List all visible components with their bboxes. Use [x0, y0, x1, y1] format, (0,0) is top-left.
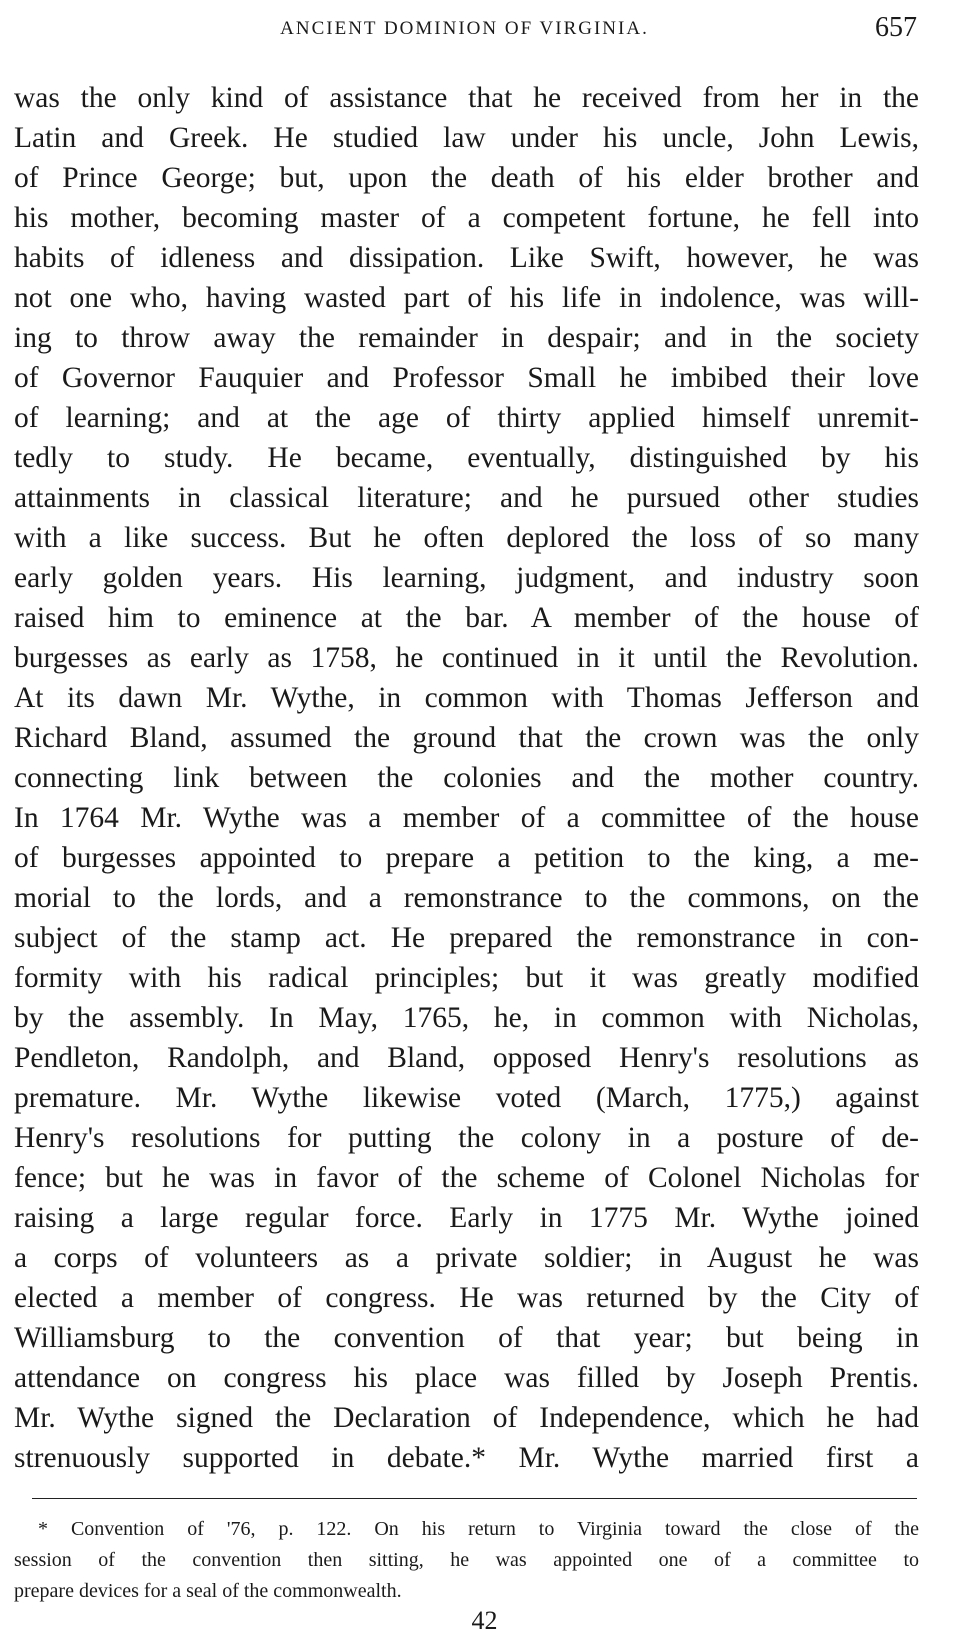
text-line: Mr. Wythe signed the Declaration of Independence, which he had	[14, 1402, 919, 1434]
text-line: raised him to eminence at the bar. A member of the house of	[14, 602, 919, 634]
text-line: a corps of volunteers as a private soldier; in August he was	[14, 1242, 919, 1274]
text-line: In 1764 Mr. Wythe was a member of a committee of the house	[14, 802, 919, 834]
text-line: attendance on congress his place was filled by Joseph Prentis.	[14, 1362, 919, 1394]
running-head	[12, 12, 917, 48]
footnote-rule	[32, 1498, 917, 1499]
text-line: with a like success. But he often deplored the loss of so many	[14, 522, 919, 554]
text-line: strenuously supported in debate.* Mr. Wythe married first a	[14, 1442, 919, 1474]
page-number: 657	[875, 12, 917, 43]
text-line: Richard Bland, assumed the ground that the crown was the only	[14, 722, 919, 754]
text-line: At its dawn Mr. Wythe, in common with Thomas Jefferson and	[14, 682, 919, 714]
text-line: connecting link between the colonies and the mother country.	[14, 762, 919, 794]
text-line: formity with his radical principles; but it was greatly modified	[14, 962, 919, 994]
text-line: raising a large regular force. Early in 1775 Mr. Wythe joined	[14, 1202, 919, 1234]
text-line: elected a member of congress. He was returned by the City of	[14, 1282, 919, 1314]
text-line: his mother, becoming master of a competent fortune, he fell into	[14, 202, 919, 234]
text-line: ing to throw away the remainder in despair; and in the society	[14, 322, 919, 354]
text-line: Williamsburg to the convention of that year; but being in	[14, 1322, 919, 1354]
text-line: of Prince George; but, upon the death of his elder brother and	[14, 162, 919, 194]
text-line: subject of the stamp act. He prepared the remonstrance in con-	[14, 922, 919, 954]
text-line: of learning; and at the age of thirty applied himself unremit-	[14, 402, 919, 434]
body-text	[14, 78, 919, 1478]
footnote-line: session of the convention then sitting, he was appointed one of a committee to	[14, 1549, 919, 1571]
text-line: morial to the lords, and a remonstrance to the commons, on the	[14, 882, 919, 914]
footnote	[14, 1514, 919, 1607]
text-line: Pendleton, Randolph, and Bland, opposed Henry's resolutions as	[14, 1042, 919, 1074]
footnote-line: prepare devices for a seal of the commonwealth.	[14, 1580, 402, 1602]
text-line: was the only kind of assistance that he received from her in the	[14, 82, 919, 114]
text-line: tedly to study. He became, eventually, distinguished by his	[14, 442, 919, 474]
text-line: fence; but he was in favor of the scheme of Colonel Nicholas for	[14, 1162, 919, 1194]
text-line: Henry's resolutions for putting the colony in a posture of de-	[14, 1122, 919, 1154]
text-line: attainments in classical literature; and he pursued other studies	[14, 482, 919, 514]
text-line: not one who, having wasted part of his life in indolence, was will-	[14, 282, 919, 314]
text-line: early golden years. His learning, judgment, and industry soon	[14, 562, 919, 594]
text-line: by the assembly. In May, 1765, he, in common with Nicholas,	[14, 1002, 919, 1034]
text-line: Latin and Greek. He studied law under his uncle, John Lewis,	[14, 122, 919, 154]
text-line: of burgesses appointed to prepare a petition to the king, a me-	[14, 842, 919, 874]
running-title: ANCIENT DOMINION OF VIRGINIA.	[280, 18, 649, 39]
text-line: habits of idleness and dissipation. Like Swift, however, he was	[14, 242, 919, 274]
text-line: burgesses as early as 1758, he continued in it until the Revolution.	[14, 642, 919, 674]
text-line: premature. Mr. Wythe likewise voted (March, 1775,) against	[14, 1082, 919, 1114]
text-line: of Governor Fauquier and Professor Small he imbibed their love	[14, 362, 919, 394]
signature-mark: 42	[471, 1606, 498, 1635]
footnote-line: * Convention of '76, p. 122. On his return to Virginia toward the close of the	[38, 1518, 919, 1540]
